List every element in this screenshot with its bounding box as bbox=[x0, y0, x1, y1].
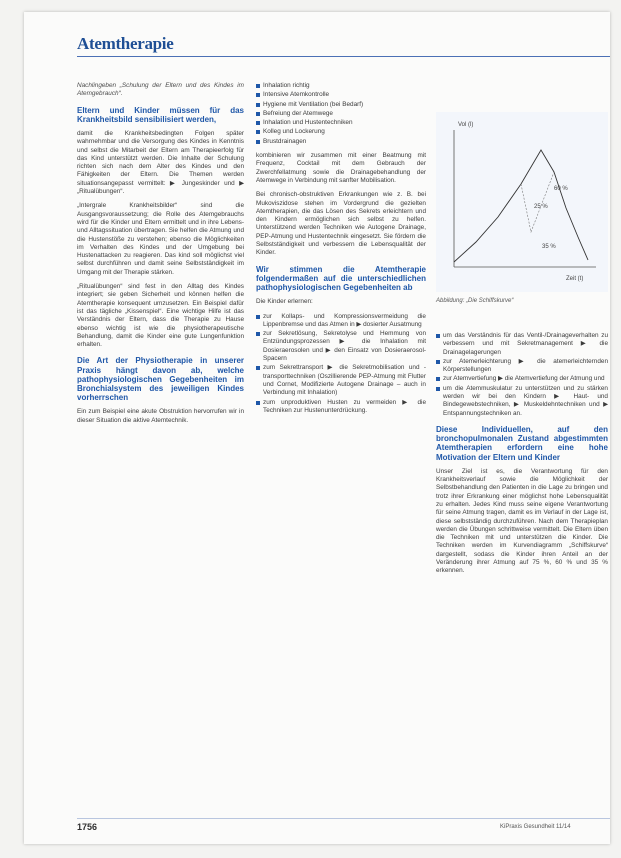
paragraph: damit die Krankheitsbedingten Folgen später wahrnehmbar und die Versorgung des Kindes in Kenntnis und selbst die Mitarbeit der Eltern am Therapieerfolg für das Kind unterstützt werden. Die Inhalte der Schulung richten sich nach dem Alter des Kindes und den Fähigkeiten der Eltern. Die Themen werden situationsangepasst vermittelt: ▶ Jungeskinder und ▶ „Ritualübungen“. bbox=[77, 130, 244, 196]
list-item: Hygiene mit Ventilation (bei Bedarf) bbox=[256, 101, 426, 109]
bullet-list bbox=[436, 332, 608, 418]
list-item: Befreiung der Atemwege bbox=[256, 110, 426, 118]
curve-label-60: 60 % bbox=[554, 186, 568, 192]
figure-background bbox=[436, 112, 608, 292]
list-item: Intensive Atemkontrolle bbox=[256, 91, 426, 99]
column-2 bbox=[256, 82, 426, 421]
paragraph: Ein zum Beispiel eine akute Obstruktion hervorrufen wir in dieser Situation die aktive Atemtechnik. bbox=[77, 408, 244, 424]
column-3 bbox=[436, 332, 608, 582]
list-item: zur Atemerleichterung ▶ die atemerleichternden Körperstellungen bbox=[436, 358, 608, 375]
section-heading-2: Die Art der Physiotherapie in unserer Praxis hängt davon ab, welche pathophysiologischen Gegebenheiten im Bronchialsystem des jeweiligen Kindes vorherrschen bbox=[77, 356, 244, 403]
bullet-list bbox=[256, 82, 426, 146]
section-heading-3: Wir stimmen die Atemtherapie folgendermaßen auf die unterschiedlichen pathophysiologischen Gegebenheiten ab bbox=[256, 264, 426, 293]
list-item: um die Atemmuskulatur zu unterstützen und zu stärken werden wir bei den Kindern ▶ Haut- und Bindegewebstechniken, ▶ Muskeldehntechniken und ▶ Entspannungstechniken an. bbox=[436, 385, 608, 418]
bullet-list bbox=[256, 313, 426, 416]
paragraph: Bei chronisch-obstruktiven Erkrankungen wie z. B. bei Mukoviszidose stehen im Vordergrund die gezielten Atemtherapien, die das Lösen des Sekrets erleichtern und den Kindern ermöglichen sich selbst zu helfen. Unterstützend werden Techniken wie Autogene Drainage, PEP-Atmung und Hustentechnik eingesetzt. Sie fördern die Selbstständigkeit und verbessern die Lebensqualität der Kinder. bbox=[256, 191, 426, 257]
footer-divider bbox=[77, 818, 610, 819]
breathing-curve-svg bbox=[436, 112, 608, 292]
paragraph: „Intergrale Krankheitsbilder“ sind die Ausgangsvoraussetzung; die Rolle des Atemgebrauchs wird für die Kinder und Eltern ermittelt und in ihre Lebens- und Alltagssituation übertragen. Sie helfen die Atmung und die Hustenstöße zu verstehen; ebenso die Möglichkeiten im Verhalten des Kindes und der Umgebung bei Hustenattacken zu reagieren. Das kind soll möglichst viel selbst durchführen und damit seine Selbstständigkeit im Umgang mit der Therapie stärken. bbox=[77, 202, 244, 276]
column-1 bbox=[77, 82, 244, 431]
list-item: Brustdrainagen bbox=[256, 138, 426, 146]
magazine-page bbox=[24, 12, 610, 844]
page-title: Atemtherapie bbox=[77, 34, 174, 53]
list-item: Inhalation richtig bbox=[256, 82, 426, 90]
list-item: Kolleg und Lockerung bbox=[256, 128, 426, 136]
lead-text: Nachlingeben „Schulung der Eltern und des Kindes im Atemgebrauch“. bbox=[77, 82, 244, 98]
list-item: zum unproduktiven Husten zu vermeiden ▶ die Techniken zur Hustenunterdrückung. bbox=[256, 399, 426, 416]
paragraph: Unser Ziel ist es, die Verantwortung für den Krankheitsverlauf sowie die Möglichkeit der Selbstbehandlung den Patienten in die Lage zu bringen und trotz ihrer Erkrankung einer möglichst hohe Lebensqualität zu erhalten. Jedes Kind muss seine eigene Verantwortung für seine Atmung tragen, damit es im Verlauf in der Lage ist, diese selbstständig durchzuführen. Nach dem Therapieplan werden die Übungen schrittweise vermittelt. Die Eltern üben die Techniken mit und unterstützen die Kinder. Die Techniken werden im Kurvendiagramm „Schiffskurve“ dargestellt, sodass die Kinder ihren Anteil an der Veränderung ihrer Atmung auf 75 %, 60 % und 35 % erkennen. bbox=[436, 467, 608, 575]
paragraph: „Ritualübungen“ sind fest in den Alltag des Kindes integriert; sie geben Sicherheit und können helfen die Atemtherapie konsequent umzusetzen. Ein Beispiel dafür ist das tägliche „Kissenspiel“. Eine wichtige Hilfe ist das Verständnis der Eltern, dass die Therapie zu Hause ebenso wichtig ist wie die physiotherapeutische Behandlung, damit die Kinder eine gute Lungenfunktion erhalten. bbox=[77, 283, 244, 349]
list-item: um das Verständnis für das Ventil-/Drainageverhalten zu verbessern und mit Sekretmanagement ▶ die Drainagelagerungen bbox=[436, 332, 608, 357]
section-heading-1: Eltern und Kinder müssen für das Krankheitsbild sensibilisiert werden, bbox=[77, 105, 244, 124]
list-item: zur Atemvertiefung ▶ die Atemvertiefung der Atmung und bbox=[436, 375, 608, 383]
page-number: 1756 bbox=[77, 822, 98, 832]
list-item: zur Sekretlösung, Sekretolyse und Hemmung von Entzündungsprozessen ▶ die Inhalation mit Dosieraerosolen und ▶ den Einsatz von Dosieraerosol-Spacern bbox=[256, 330, 426, 363]
curve-label-35: 35 % bbox=[542, 244, 556, 250]
paragraph: kombinieren wir zusammen mit einer Beatmung mit Frequenz, Cocktail mit dem Gebrauch der Zwerchfellatmung sowie die Drainagebehandlung der Atemwege in Verbindung mit sanfter Mobilisation. bbox=[256, 152, 426, 184]
curve-label-25: 25 % bbox=[534, 204, 548, 210]
journal-footer: KiPraxis Gesundheit 11/14 bbox=[500, 824, 571, 830]
header-divider bbox=[77, 56, 610, 57]
list-item: Inhalation und Hustentechniken bbox=[256, 119, 426, 127]
list-intro: Die Kinder erlernen: bbox=[256, 298, 313, 306]
list-item: zur Kollaps- und Kompressionsvermeidung die Lippenbremse und das Atmen in ▶ dosierter Ausatmung bbox=[256, 313, 426, 330]
list-item: zum Sekrettransport ▶ die Sekretmobilisation und -transporttechniken (Oszillierende PEP-Atmung mit Flutter und Cornet, Modifizierte Autogene Drainage – auch in Verbindung mit Inhalation) bbox=[256, 364, 426, 397]
breathing-curve-figure bbox=[436, 112, 608, 292]
figure-caption: Abbildung: „Die Schiffskurve“ bbox=[436, 298, 514, 304]
y-axis-label: Vol (l) bbox=[458, 122, 474, 128]
x-axis-label: Zeit (t) bbox=[566, 276, 584, 282]
section-heading-4: Diese Individuellen, auf den bronchopulmonalen Zustand abgestimmten Atemtherapien erfordern eine hohe Motivation der Eltern und Kinder bbox=[436, 424, 608, 462]
